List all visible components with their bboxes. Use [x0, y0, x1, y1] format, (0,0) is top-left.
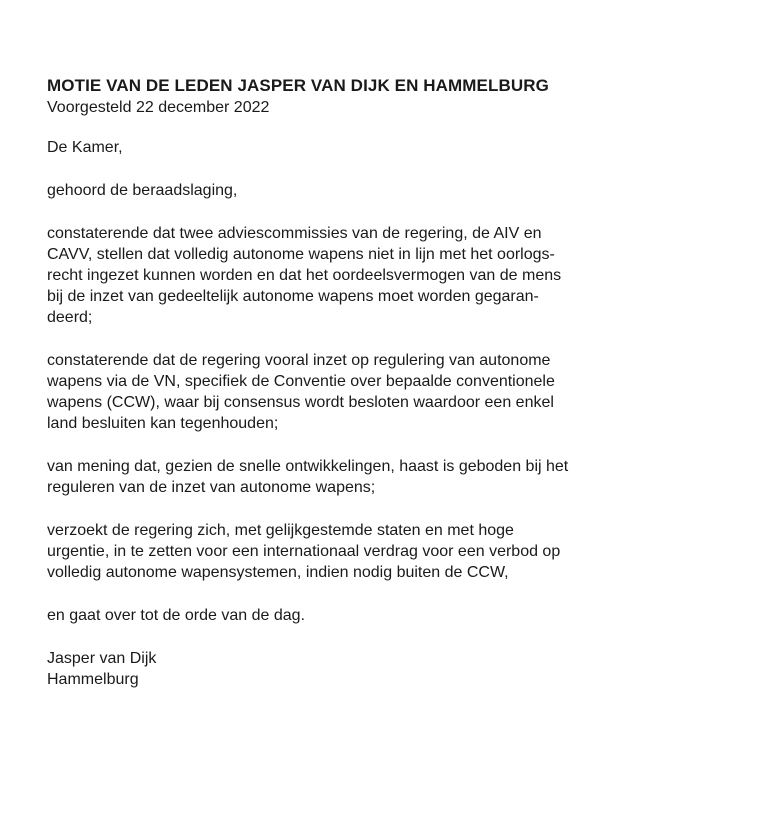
text-line: urgentie, in te zetten voor een internationaal verdrag voor een verbod op [47, 543, 561, 560]
text-line: bij de inzet van gedeeltelijk autonome wapens moet worden gegaran- [47, 288, 539, 305]
text-line: volledig autonome wapensystemen, indien nodig buiten de CCW, [47, 564, 509, 581]
closing-clause: en gaat over tot de orde van de dag. [47, 607, 305, 624]
text-line: constaterende dat twee adviescommissies van de regering, de AIV en [47, 225, 542, 242]
heard-clause: gehoord de beraadslaging, [47, 182, 238, 199]
text-line: wapens (CCW), waar bij consensus wordt besloten waardoor een enkel [47, 394, 554, 411]
text-line: reguleren van de inzet van autonome wapens; [47, 479, 376, 496]
text-line: recht ingezet kunnen worden en dat het oordeelsvermogen van de mens [47, 267, 562, 284]
text-line: land besluiten kan tegenhouden; [47, 415, 279, 432]
text-line: wapens via de VN, specifiek de Conventie over bepaalde conventionele [47, 373, 555, 390]
salutation: De Kamer, [47, 139, 123, 156]
opinion-clause [47, 456, 727, 498]
text-line: verzoekt de regering zich, met gelijkgestemde staten en met hoge [47, 522, 514, 539]
signer-name: Hammelburg [47, 671, 139, 688]
motion-title: MOTIE VAN DE LEDEN JASPER VAN DIJK EN HAMMELBURG [47, 76, 549, 95]
text-line: deerd; [47, 309, 93, 326]
motion-document [47, 75, 727, 690]
text-line: CAVV, stellen dat volledig autonome wapens niet in lijn met het oorlogs- [47, 246, 555, 263]
signer-name: Jasper van Dijk [47, 650, 157, 667]
considering-clause-2 [47, 350, 727, 434]
proposed-date: Voorgesteld 22 december 2022 [47, 99, 270, 116]
text-line: constaterende dat de regering vooral inzet op regulering van autonome [47, 352, 551, 369]
signers [47, 648, 727, 690]
request-clause [47, 520, 727, 583]
considering-clause-1 [47, 223, 727, 328]
text-line: van mening dat, gezien de snelle ontwikkelingen, haast is geboden bij het [47, 458, 569, 475]
